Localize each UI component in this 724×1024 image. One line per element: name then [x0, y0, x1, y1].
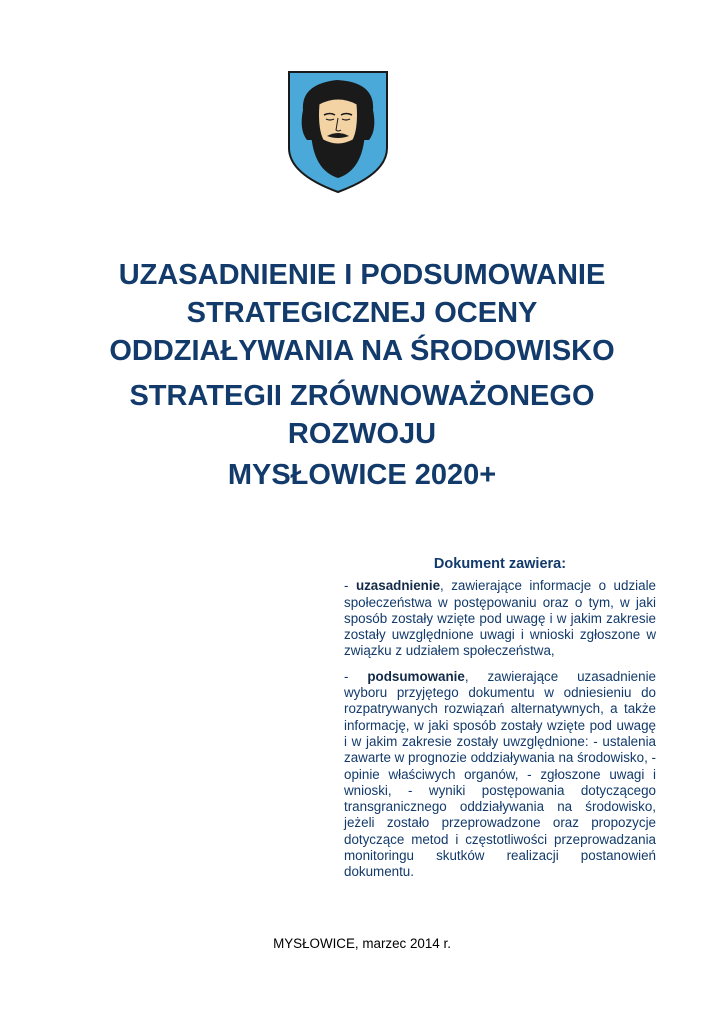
title-line-2: STRATEGICZNEJ OCENY: [186, 297, 538, 329]
title-line-3: ODDZIAŁYWANIA NA ŚRODOWISKO: [109, 335, 615, 367]
term-justification: uzasadnienie: [355, 578, 441, 594]
title-line-1: UZASADNIENIE I PODSUMOWANIE: [118, 259, 606, 291]
subtitle-line-1: STRATEGII ZRÓWNOWAŻONEGO: [129, 380, 595, 412]
document-contents-summary: [344, 556, 656, 890]
coat-of-arms-icon: [287, 70, 389, 194]
document-subtitle: [60, 377, 664, 453]
summary-heading: Dokument zawiera:: [433, 556, 567, 572]
subtitle-line-2: ROZWOJU: [287, 418, 437, 450]
summary-item-summary: - podsumowanie, zawierające uzasadnienie wyboru przyjętego dokumentu w odniesieniu do rozpatrywanych rozwiązań alternatywnych, a także informację, w jaki sposób zostały wzięte pod uwagę i w jakim zakresie zostały uwzględnione: - ustalenia zawarte w prognozie oddziaływania na środowisko, - opinie właściwych organów, - zgłoszone uwagi i wnioski, - wyniki postępowania dotyczącego transgranicznego oddziaływania na środowisko, jeżeli zostało przeprowadzone oraz propozycje dotyczące metod i częstotliwości przeprowadzania monitoringu skutków realizacji postanowień dokumentu.: [344, 668, 656, 880]
term-summary: podsumowanie: [367, 668, 465, 684]
city-title: MYSŁOWICE 2020+: [227, 459, 497, 491]
summary-item-justification: - uzasadnienie, zawierające informacje o udziale społeczeństwa w postępowaniu oraz o tym, w jaki sposób zostały wzięte pod uwagę i w jakim zakresie zostały uwzględnione uwagi i wnioski zgłoszone w związku z udziałem społeczeństwa,: [344, 578, 656, 659]
place-and-date: MYSŁOWICE, marzec 2014 r.: [273, 936, 451, 951]
document-title: [60, 256, 664, 370]
